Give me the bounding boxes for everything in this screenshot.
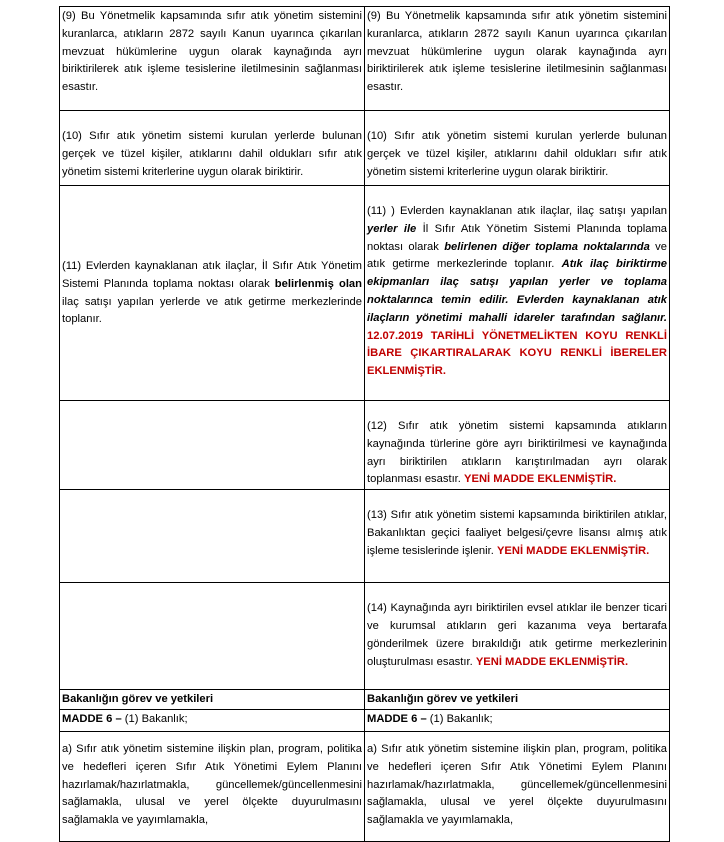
old-text-cell-empty — [60, 490, 365, 583]
paragraph-10-new: (10) Sıfır atık yönetim sistemi kurulan yerlerde bulunan gerçek ve tüzel kişiler, atıklarını dahil oldukları sıfır atık yönetim sistemi kriterlerine uygun olarak biriktirir. — [367, 130, 667, 178]
amendment-note: 12.07.2019 TARİHLİ YÖNETMELİKTEN KOYU RENKLİ İBARE ÇIKARTIRALARAK KOYU RENKLİ İBERELER EKLENMİŞTİR. — [367, 329, 667, 378]
old-text-cell — [60, 186, 365, 401]
article-text: (1) Bakanlık; — [121, 712, 188, 725]
paragraph-9-old: (9) Bu Yönetmelik kapsamında sıfır atık yönetim sistemini kuranlarca, atıkların 2872 sayılı Kanun uyarınca çıkarılan mevzuat hükümlerine uygun olarak kaynağında ayrı biriktirilerek atık işleme tesislerine iletilmesinin sağlanması esastır. — [62, 10, 362, 94]
new-text-cell — [365, 186, 670, 401]
article-cell-old — [60, 709, 365, 731]
text-run: (11) Evlerden kaynaklanan atık ilaçlar, İl Sıfır Atık Yönetim Sistemi Planında toplama noktası olarak — [62, 259, 362, 290]
article-text: (1) Bakanlık; — [426, 712, 493, 725]
new-text-cell — [365, 401, 670, 490]
text-run: (12) Sıfır atık yönetim sistemi kapsamında atıkların kaynağında türlerine göre ayrı biriktirilmesi ve kaynağında ayrı biriktirilen atıkların karıştırılmadan ayrı olarak toplanması esastır. — [367, 420, 667, 486]
removed-phrase: belirlenmiş olan — [274, 277, 362, 290]
table-row — [60, 7, 670, 111]
old-text-cell — [60, 731, 365, 841]
paragraph-10-old: (10) Sıfır atık yönetim sistemi kurulan yerlerde bulunan gerçek ve tüzel kişiler, atıklarını dahil oldukları sıfır atık yönetim sistemi kriterlerine uygun olarak biriktirir. — [62, 130, 362, 178]
paragraph-11-old — [62, 260, 362, 325]
old-text-cell-empty — [60, 583, 365, 690]
section-heading-old: Bakanlığın görev ve yetkileri — [60, 690, 365, 710]
paragraph-9-new: (9) Bu Yönetmelik kapsamında sıfır atık yönetim sistemini kuranlarca, atıkların 2872 sayılı Kanun uyarınca çıkarılan mevzuat hükümlerine uygun olarak kaynağında ayrı biriktirilerek atık işleme tesislerine iletilmesinin sağlanması esastır. — [367, 10, 667, 94]
old-text-cell — [60, 111, 365, 186]
table-row — [60, 709, 670, 731]
clause-a-new: a) Sıfır atık yönetim sistemine ilişkin plan, program, politika ve hedefleri içeren Sıfır Atık Yönetimi Eylem Planını hazırlamak/hazırlatmakla, güncellemek/güncellenmesini sağlamakla, ulusal ve yerel ölçekte duyurulmasını sağlamakla ve yayımlamakla, — [367, 742, 667, 827]
text-run: (13) Sıfır atık yönetim sistemi kapsamında biriktirilen atıklar, Bakanlıktan geçici faaliyet belgesi/çevre lisansı almış atık işleme tesislerinde işlenir. — [367, 509, 667, 557]
old-text-cell-empty — [60, 401, 365, 490]
amendment-note: YENİ MADDE EKLENMİŞTİR. — [475, 655, 629, 668]
new-text-cell — [365, 111, 670, 186]
added-phrase: belirlenen diğer toplama noktalarında — [444, 240, 650, 253]
text-run: ve atık getirme merkezlerinde toplanır. — [367, 240, 667, 271]
paragraph-11-new — [367, 205, 667, 377]
new-text-cell — [365, 490, 670, 583]
added-sentence: Atık ilaç biriktirme ekipmanları ilaç satışı yapılan yerler ve toplama noktalarınca temin edilir. Evlerden kaynaklanan atık ilaçların yönetimi mahalli idareler tarafından sağlanır. — [367, 258, 667, 324]
comparison-table — [59, 6, 670, 842]
table-row — [60, 731, 670, 841]
text-run: (11) ) Evlerden kaynaklanan atık ilaçlar, ilaç satışı yapılan — [367, 205, 667, 217]
text-run: ilaç satışı yapılan yerlerde ve atık getirme merkezlerinde toplanır. — [62, 295, 362, 326]
paragraph-12-new — [367, 420, 667, 485]
paragraph-13-new — [367, 509, 667, 557]
new-text-cell — [365, 7, 670, 111]
added-phrase: yerler ile — [367, 222, 417, 235]
table-row — [60, 111, 670, 186]
amendment-note: YENİ MADDE EKLENMİŞTİR. — [496, 544, 650, 557]
amendment-note: YENİ MADDE EKLENMİŞTİR. — [464, 473, 617, 486]
old-text-cell — [60, 7, 365, 111]
text-run: İl Sıfır Atık Yönetim Sistemi Planında toplama noktası olarak — [367, 222, 668, 253]
article-label: MADDE 6 – — [62, 712, 122, 725]
article-cell-new — [365, 709, 670, 731]
table-row — [60, 401, 670, 490]
paragraph-14-new — [367, 602, 667, 667]
table-row — [60, 690, 670, 710]
new-text-cell — [365, 731, 670, 841]
article-label: MADDE 6 – — [367, 712, 427, 725]
table-row — [60, 490, 670, 583]
clause-a-old: a) Sıfır atık yönetim sistemine ilişkin plan, program, politika ve hedefleri içeren Sıfır Atık Yönetimi Eylem Planını hazırlamak/hazırlatmakla, güncellemek/güncellenmesini sağlamakla, ulusal ve yerel ölçekte duyurulmasını sağlamakla ve yayımlamakla, — [62, 742, 362, 827]
section-heading-new: Bakanlığın görev ve yetkileri — [365, 690, 670, 710]
new-text-cell — [365, 583, 670, 690]
table-row — [60, 186, 670, 401]
table-row — [60, 583, 670, 690]
text-run: (14) Kaynağında ayrı biriktirilen evsel atıklar ile benzer ticari ve kurumsal atıkların geri kazanıma veya bertarafa gönderilmek üzere bırakıldığı atık getirme merkezlerinin oluşturulması esastır. — [367, 602, 667, 668]
